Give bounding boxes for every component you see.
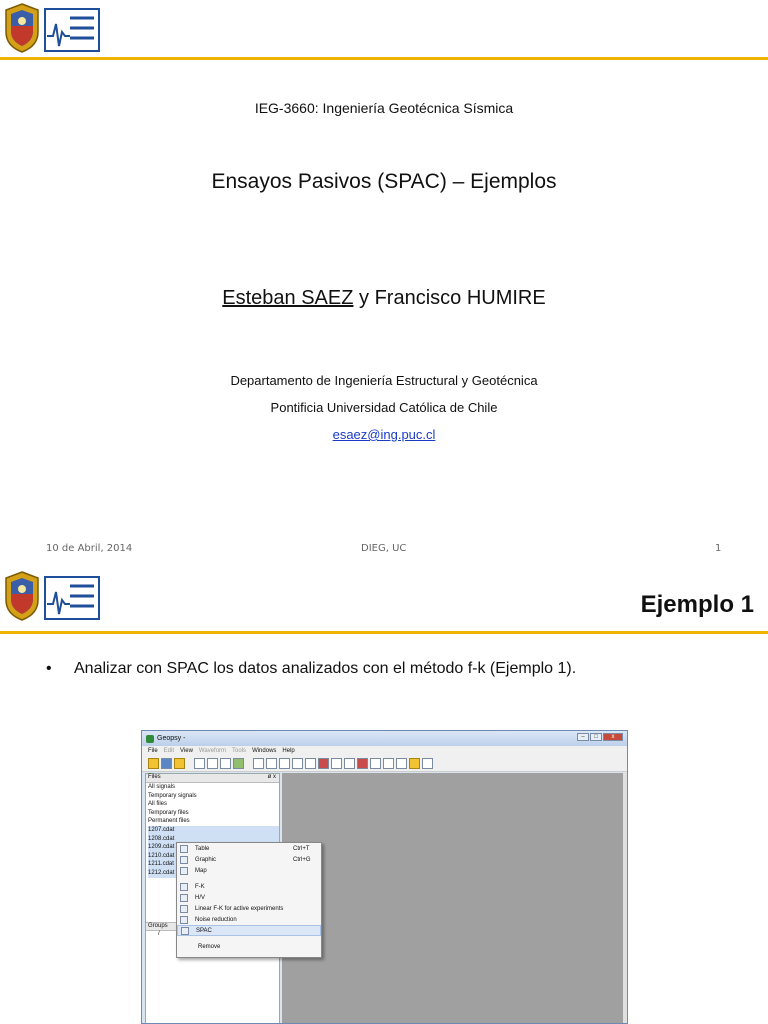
- map-icon: [180, 867, 188, 875]
- toolbar: [142, 756, 627, 772]
- course-code: IEG-3660: Ingeniería Geotécnica Sísmica: [254, 100, 514, 116]
- list-item[interactable]: 1207.cdat: [148, 826, 279, 835]
- list-item[interactable]: 1210.cdat: [148, 852, 279, 861]
- table-view-icon[interactable]: [194, 758, 205, 769]
- author-joiner: y: [353, 287, 375, 309]
- linear-fk-icon: [180, 905, 188, 913]
- university-crest-icon: [2, 2, 42, 54]
- menu-help[interactable]: Help: [282, 748, 295, 754]
- list-item[interactable]: 1208.cdat: [148, 835, 279, 844]
- mdi-workspace[interactable]: [282, 773, 625, 1024]
- menu-item-graphic[interactable]: Graphic Ctrl+G: [177, 854, 321, 865]
- vertical-scrollbar[interactable]: [623, 773, 627, 1024]
- footer-center: DIEG, UC: [361, 543, 407, 554]
- window-controls: [577, 733, 623, 741]
- slide-title: Ejemplo 1: [640, 591, 754, 618]
- author-2: Francisco HUMIRE: [374, 287, 546, 309]
- record-tool-icon[interactable]: [357, 758, 368, 769]
- station-tool-icon[interactable]: [396, 758, 407, 769]
- maximize-button[interactable]: □: [590, 733, 602, 741]
- list-item[interactable]: 1211.cdat: [148, 860, 279, 869]
- department-logo-icon: [44, 8, 100, 52]
- filter-tool-icon[interactable]: [292, 758, 303, 769]
- menu-item-hv[interactable]: H/V: [177, 892, 321, 903]
- pick-tool-icon[interactable]: [318, 758, 329, 769]
- layout-tool-icon[interactable]: [344, 758, 355, 769]
- menu-item-spac[interactable]: SPAC: [177, 925, 321, 936]
- menu-view[interactable]: View: [180, 748, 193, 754]
- email-link[interactable]: esaez@ing.puc.cl: [332, 427, 436, 442]
- bullet-item: [46, 660, 576, 678]
- fk-tool-icon[interactable]: [253, 758, 264, 769]
- header-logos: [2, 2, 102, 56]
- highlight-tool-icon[interactable]: [409, 758, 420, 769]
- open-icon[interactable]: [148, 758, 159, 769]
- menu-file[interactable]: File: [148, 748, 158, 754]
- menu-waveform[interactable]: Waveform: [198, 748, 227, 754]
- groups-header: Groups: [146, 922, 279, 931]
- files-panel-header: [146, 774, 279, 783]
- header-divider: [0, 631, 768, 634]
- window-titlebar: [142, 731, 627, 746]
- list-item[interactable]: All files: [148, 801, 168, 808]
- list-item[interactable]: 1212.cdat: [148, 869, 279, 878]
- footer-date: 10 de Abril, 2014: [46, 543, 133, 554]
- close-button[interactable]: x: [603, 733, 623, 741]
- panel-controls[interactable]: ø x: [267, 774, 276, 780]
- list-item[interactable]: All signals: [148, 784, 176, 790]
- university-crest-icon: [2, 570, 42, 622]
- list-item[interactable]: Permanent files: [148, 818, 190, 825]
- list-item[interactable]: 1209.cdat: [148, 843, 279, 852]
- spac-icon: [181, 927, 189, 935]
- chart-view-icon[interactable]: [233, 758, 244, 769]
- grid-tool-icon[interactable]: [331, 758, 342, 769]
- department-logo-icon: [44, 576, 100, 620]
- bullet-marker: •: [46, 660, 52, 677]
- graphic-icon: [180, 856, 188, 864]
- menu-tools[interactable]: Tools: [232, 748, 247, 754]
- load-icon[interactable]: [174, 758, 185, 769]
- groups-item[interactable]: /: [158, 931, 160, 937]
- menu-item-noise-reduction[interactable]: Noise reduction: [177, 914, 321, 925]
- menu-windows[interactable]: Windows: [252, 748, 277, 754]
- rotate-tool-icon[interactable]: [383, 758, 394, 769]
- example-slide: [0, 568, 768, 1024]
- footer-page-number: 1: [715, 543, 722, 554]
- menu-item-linear-fk[interactable]: Linear F-K for active experiments: [177, 903, 321, 914]
- slide-subtitle: Ensayos Pasivos (SPAC) – Ejemplos: [211, 170, 557, 193]
- list-item[interactable]: Temporary files: [148, 809, 189, 816]
- email-line: [0, 427, 768, 442]
- hv-tool-icon[interactable]: [266, 758, 277, 769]
- spectrum-tool-icon[interactable]: [279, 758, 290, 769]
- list-item[interactable]: Temporary signals: [148, 792, 197, 799]
- map-view-icon[interactable]: [220, 758, 231, 769]
- menu-edit[interactable]: Edit: [163, 748, 175, 754]
- author-1: Esteban SAEZ: [222, 287, 354, 309]
- header-divider: [0, 57, 768, 60]
- noise-reduction-icon: [180, 916, 188, 924]
- fk-icon: [180, 883, 188, 891]
- menu-bar: [142, 746, 627, 756]
- app-icon: [146, 735, 154, 743]
- menu-item-fk[interactable]: F-K: [177, 881, 321, 892]
- graphic-view-icon[interactable]: [207, 758, 218, 769]
- menu-item-table[interactable]: Table Ctrl+T: [177, 843, 321, 854]
- export-tool-icon[interactable]: [422, 758, 433, 769]
- authors-line: [0, 287, 768, 310]
- cut-tool-icon[interactable]: [305, 758, 316, 769]
- window-title: Geopsy -: [157, 735, 186, 742]
- affiliation-department: Departamento de Ingeniería Estructural y Geotécnica: [230, 373, 538, 388]
- bullet-text: Analizar con SPAC los datos analizados con el método f-k (Ejemplo 1).: [74, 660, 577, 677]
- menu-item-map[interactable]: Map: [177, 865, 321, 876]
- table-icon: [180, 845, 188, 853]
- save-icon[interactable]: [161, 758, 172, 769]
- context-menu: [176, 842, 322, 958]
- minimize-button[interactable]: –: [577, 733, 589, 741]
- files-panel-title: Files: [148, 774, 161, 780]
- hv-icon: [180, 894, 188, 902]
- affiliation-university: Pontificia Universidad Católica de Chile: [270, 400, 498, 415]
- stack-tool-icon[interactable]: [370, 758, 381, 769]
- header-logos: [2, 570, 102, 624]
- menu-item-remove[interactable]: Remove: [198, 943, 221, 950]
